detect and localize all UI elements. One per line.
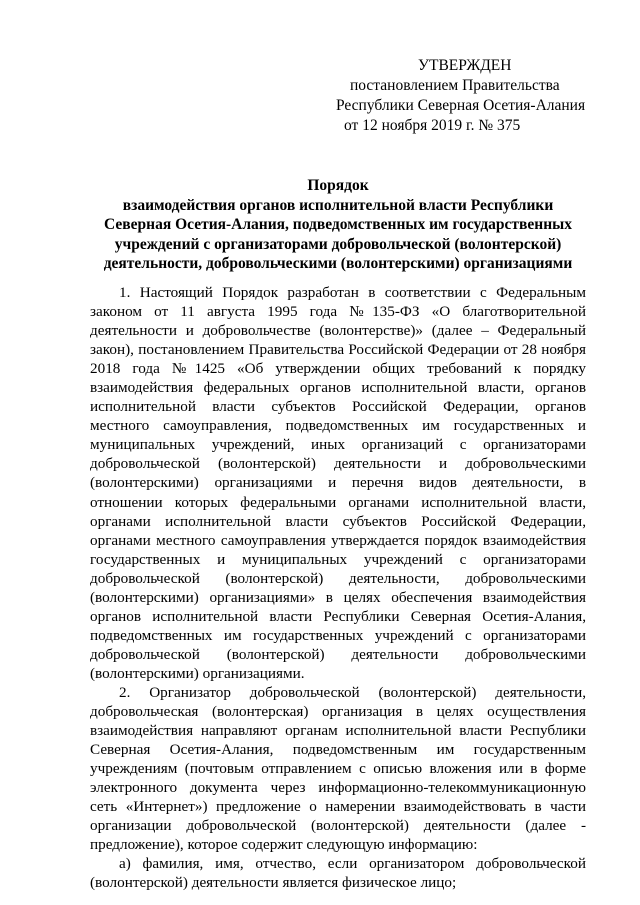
paragraph-2: 2. Организатор добровольческой (волонтерской) деятельности, добровольческая (волонтерская) организация в целях осуществления взаимодействия направляют органам исполнительной власти Республики Северная Осетия-Алания, подведомственным им государственным учреждениям (почтовым отправлением с описью вложения или в форме электронного документа через информационно-телекоммуникационную сеть «Интернет») предложение о намерении взаимодействовать в части организации добровольческой (волонтерской) деятельности (далее - предложение), которое содержит следующую информацию: <box>90 683 586 854</box>
approval-line-2: Республики Северная Осетия-Алания <box>336 97 586 114</box>
approval-line-1: постановлением Правительства <box>350 77 560 94</box>
title-line-5: деятельности, добровольческими (волонтерскими) организациями <box>103 255 573 272</box>
approval-line-3: от 12 ноября 2019 г. № 375 <box>344 117 521 134</box>
paragraph-item-a: а) фамилия, имя, отчество, если организатором добровольческой (волонтерской) деятельности является физическое лицо; <box>90 855 586 892</box>
title-line-3: Северная Осетия-Алания, подведомственных им государственных <box>104 216 572 233</box>
document-title <box>90 176 586 274</box>
approval-stamp <box>336 56 636 136</box>
paragraph-1: 1. Настоящий Порядок разработан в соответствии с Федеральным законом от 11 августа 1995 года №135-ФЗ «О благотворительной деятельности и добровольчестве (волонтерстве)» (далее – Федеральный закон), постановлением Правительства Российской Федерации от 28 ноября 2018 года №1425 «Об утверждении общих требований к порядку взаимодействия федеральных органов исполнительной власти, органов исполнительной власти субъектов Российской Федерации, органов местного самоуправления, подведомственных им государственных и муниципальных учреждений, иных организаций с организаторами добровольческой (волонтерской) деятельности и добровольческими (волонтерскими) организациями и перечня видов деятельности, в отношении которых федеральными органами исполнительной власти, органами исполнительной власти субъектов Российской Федерации, органами местного самоуправления утверждается порядок взаимодействия государственных и муниципальных учреждений с организаторами добровольческой (волонтерской) деятельности, добровольческими (волонтерскими) организациями» в целях обеспечения взаимодействия органов исполнительной власти Республики Северная Осетия-Алания, подведомственных им государственных учреждений с организаторами добровольческой (волонтерской) деятельности добровольческими (волонтерскими) организациями. <box>90 284 586 682</box>
title-line-2: взаимодействия органов исполнительной власти Республики <box>122 196 554 214</box>
approval-title: УТВЕРЖДЕН <box>418 57 512 74</box>
document-body <box>90 283 586 893</box>
title-line-4: учреждений с организаторами добровольческой (волонтерской) <box>114 235 562 253</box>
title-line-1: Порядок <box>307 177 369 194</box>
